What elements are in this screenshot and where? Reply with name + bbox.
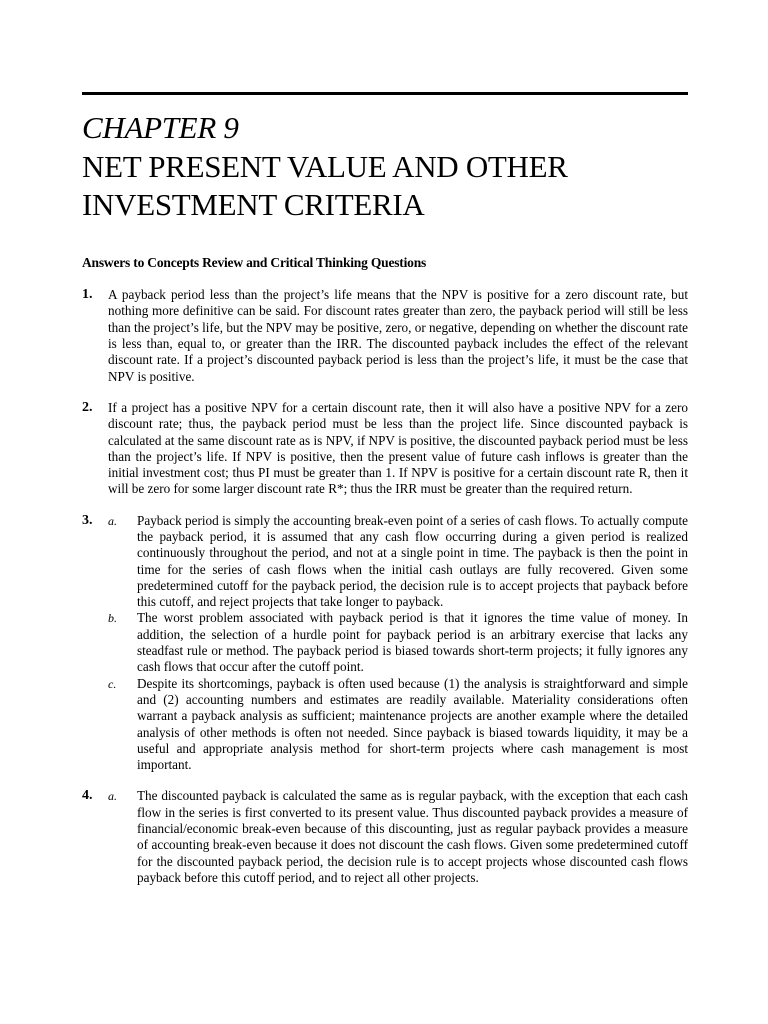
section-heading: Answers to Concepts Review and Critical Thinking Questions (82, 255, 427, 271)
sub-answer-a (108, 788, 688, 886)
chapter-title (82, 148, 688, 226)
question-2 (82, 400, 688, 498)
sub-answer-letter: a. (108, 789, 117, 804)
question-1 (82, 287, 688, 385)
sub-answer-letter: c. (108, 676, 117, 691)
document-page (82, 92, 688, 901)
question-4 (82, 788, 688, 886)
top-rule-divider (82, 92, 688, 95)
sub-answer-letter: b. (108, 611, 117, 626)
question-number: 1. (82, 287, 93, 303)
sub-answer-letter: a. (108, 513, 117, 528)
chapter-title-line-2: INVESTMENT CRITERIA (82, 187, 425, 223)
question-number: 4. (82, 788, 93, 804)
question-answer-text: If a project has a positive NPV for a certain discount rate, then it will also have a positive NPV for a zero discount rate; thus, the payback period must be less than the project life. Since discounted payback is calculated at the same discount rate as is NPV, if NPV is positive, the discounted payback period must be less than the project’s life. If NPV is positive, then the present value of future cash inflows is greater than the initial investment cost; thus PI must be greater than 1. If NPV is positive for a certain discount rate R, then it will be zero for some larger discount rate R*; thus the IRR must be greater than the required return. (108, 399, 688, 497)
sub-answer-text: The discounted payback is calculated the same as is regular payback, with the exception that each cash flow in the series is first converted to its present value. Thus discounted payback provides a measure of financial/economic break-even because of this discounting, just as regular payback provides a measure of accounting break-even because it does not discount the cash flows. Given some predetermined cutoff for the discounted payback period, the decision rule is to accept projects whose discounted cash flows payback before this cutoff period, and to reject all other projects. (137, 788, 688, 885)
sub-answer-a (108, 513, 688, 611)
question-number: 2. (82, 399, 93, 415)
sub-answer-text: The worst problem associated with payback period is that it ignores the time value of money. In addition, the selection of a hurdle point for payback period is an arbitrary exercise that lacks any steadfast rule or method. The payback period is biased towards short-term projects; it fully ignores any cash flows that occur after the cutoff point. (137, 610, 688, 675)
question-answer-body (108, 788, 688, 886)
question-list (82, 287, 688, 886)
question-number: 3. (82, 512, 93, 528)
sub-answer-b (108, 610, 688, 675)
chapter-label: CHAPTER 9 (82, 110, 239, 145)
question-answer-text: A payback period less than the project’s life means that the NPV is positive for a zero discount rate, but nothing more definitive can be said. For discount rates greater than zero, the payback period will still be less than the project’s life, but the NPV may be positive, zero, or negative, depending on whether the discount rate is less than, equal to, or greater than the IRR. The discounted payback includes the effect of the relevant discount rate. If a project’s discounted payback period is less than the project’s life, it must be the case that NPV is positive. (108, 287, 688, 384)
question-3 (82, 513, 688, 774)
sub-answer-c (108, 676, 688, 774)
sub-answer-text: Despite its shortcomings, payback is often used because (1) the analysis is straightforward and simple and (2) accounting numbers and estimates are readily available. Materiality considerations often warrant a payback analysis as sufficient; maintenance projects are another example where the detailed analysis of other methods is often not needed. Since payback is biased towards liquidity, it may be a useful and appropriate analysis method for short-term projects where cash management is most important. (137, 675, 688, 773)
sub-answer-text: Payback period is simply the accounting break-even point of a series of cash flows. To actually compute the payback period, it is assumed that any cash flow occurring during a given period is realized continuously throughout the period, and not at a single point in time. The payback is then the point in time for the series of cash flows when the initial cash outlays are fully recovered. Given some predetermined cutoff for the payback period, the decision rule is to accept projects that payback before this cutoff, and reject projects that take longer to payback. (137, 512, 688, 610)
chapter-title-line-1: NET PRESENT VALUE AND OTHER (82, 148, 568, 184)
question-answer-body (108, 513, 688, 774)
